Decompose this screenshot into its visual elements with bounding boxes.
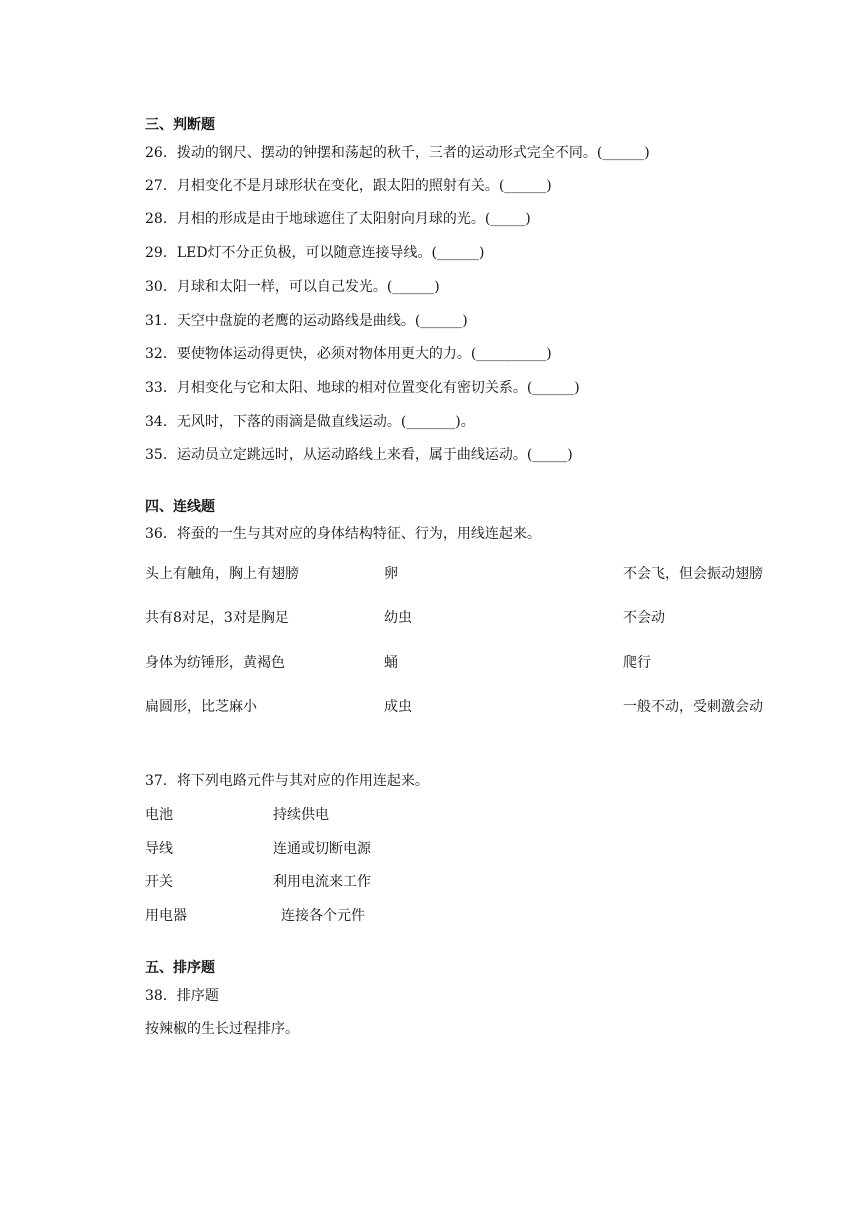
q36-left-item: 身体为纺锤形，黄褐色 xyxy=(145,655,285,671)
q36-right-item: 不会动 xyxy=(623,610,665,626)
q37-right-item: 持续供电 xyxy=(273,807,329,823)
q36-middle-item: 蛹 xyxy=(384,655,398,671)
question-35: 35．运动员立定跳远时，从运动路线上来看，属于曲线运动。(_____) xyxy=(145,447,573,463)
question-37-prompt: 37．将下列电路元件与其对应的作用连起来。 xyxy=(145,773,429,789)
q37-right-item: 连通或切断电源 xyxy=(273,841,371,857)
question-32: 32．要使物体运动得更快，必须对物体用更大的力。(__________) xyxy=(145,346,552,362)
question-28: 28．月相的形成是由于地球遮住了太阳射向月球的光。(_____) xyxy=(145,211,531,227)
q36-left-item: 共有8对足，3对是胸足 xyxy=(145,610,289,626)
q36-right-item: 一般不动，受刺激会动 xyxy=(623,699,763,715)
question-30: 30．月球和太阳一样，可以自己发光。(______) xyxy=(145,279,440,295)
question-33: 33．月相变化与它和太阳、地球的相对位置变化有密切关系。(______) xyxy=(145,380,580,396)
q37-right-item: 连接各个元件 xyxy=(281,908,365,924)
q36-left-item: 头上有触角，胸上有翅膀 xyxy=(145,566,299,582)
question-38-instruction: 按辣椒的生长过程排序。 xyxy=(145,1021,299,1037)
q36-right-item: 不会飞，但会振动翅膀 xyxy=(623,566,763,582)
section-heading-judgement: 三、判断题 xyxy=(145,117,215,133)
question-31: 31．天空中盘旋的老鹰的运动路线是曲线。(______) xyxy=(145,313,468,329)
question-36-prompt: 36．将蚕的一生与其对应的身体结构特征、行为，用线连起来。 xyxy=(145,526,541,542)
q37-left-item: 电池 xyxy=(145,807,173,823)
q36-right-item: 爬行 xyxy=(623,655,651,671)
q36-middle-item: 卵 xyxy=(384,566,398,582)
q37-left-item: 开关 xyxy=(145,874,173,890)
question-27: 27．月相变化不是月球形状在变化，跟太阳的照射有关。(______) xyxy=(145,178,552,194)
q37-right-item: 利用电流来工作 xyxy=(273,874,371,890)
question-34: 34．无风时，下落的雨滴是做直线运动。(_______)。 xyxy=(145,414,475,430)
q36-middle-item: 成虫 xyxy=(384,699,412,715)
q37-left-item: 用电器 xyxy=(145,908,187,924)
question-38-prompt: 38．排序题 xyxy=(145,988,219,1004)
q36-left-item: 扁圆形，比芝麻小 xyxy=(145,699,257,715)
q36-middle-item: 幼虫 xyxy=(384,610,412,626)
question-26: 26．拨动的钢尺、摆动的钟摆和荡起的秋千，三者的运动形式完全不同。(______) xyxy=(145,145,650,161)
question-29: 29．LED灯不分正负极，可以随意连接导线。(______) xyxy=(145,245,485,261)
section-heading-ordering: 五、排序题 xyxy=(145,960,215,976)
q37-left-item: 导线 xyxy=(145,841,173,857)
section-heading-matching: 四、连线题 xyxy=(145,499,215,515)
